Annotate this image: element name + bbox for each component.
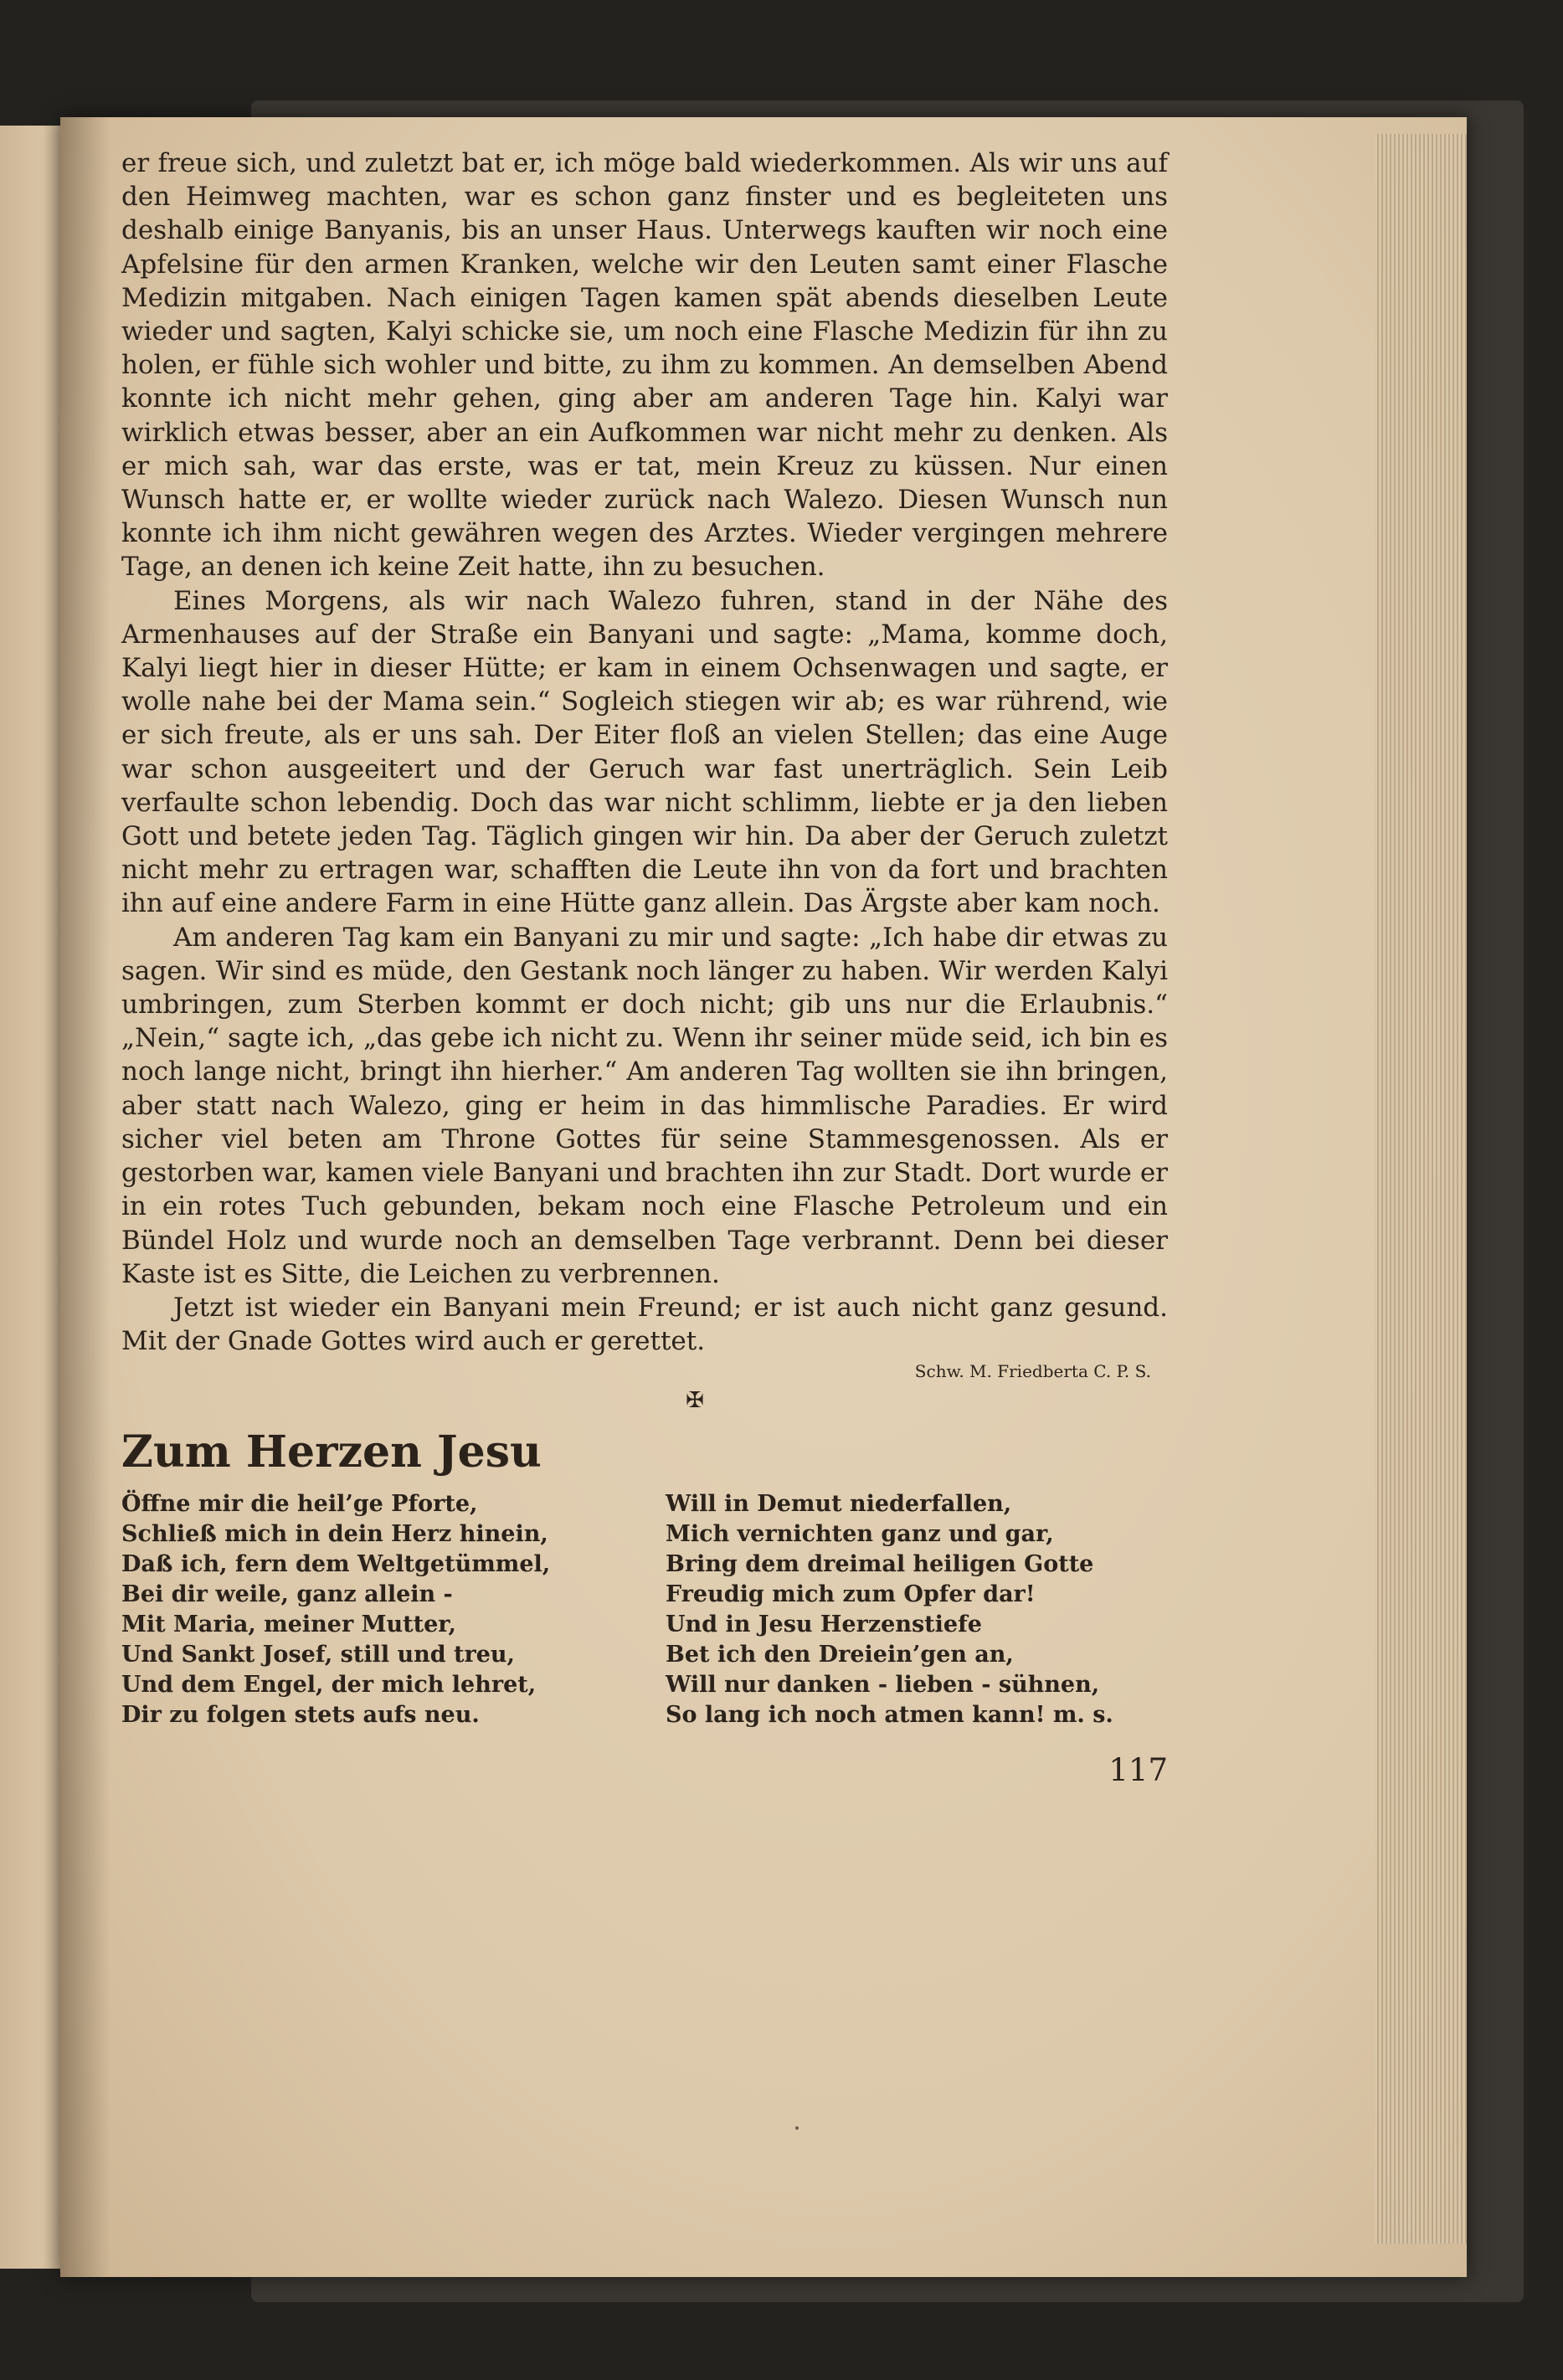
article-paragraph-1: er freue sich, und zuletzt bat er, ich möge bald wiederkommen. Als wir uns auf den Heimweg machten, war es schon ganz finster und es begleiteten uns deshalb einige Banyanis, bis an unser Haus. Unterwegs kauften wir noch eine Apfelsine für den armen Kranken, welche wir den Leuten samt einer Flasche Medizin mitgaben. Nach einigen Tagen kamen spät abends dieselben Leute wieder und sagten, Kalyi schicke sie, um noch eine Flasche Medizin für ihn zu holen, er fühle sich wohler und bitte, zu ihm zu kommen. An demselben Abend konnte ich nicht mehr gehen, ging aber am anderen Tage hin. Kalyi war wirklich etwas besser, aber an ein Aufkommen war nicht mehr zu denken. Als er mich sah, war das erste, was er tat, mein Kreuz zu küssen. Nur einen Wunsch hatte er, er wollte wieder zurück nach Walezo. Diesen Wunsch nun konnte ich ihm nicht gewähren wegen des Arztes. Wieder vergingen mehrere Tage, an denen ich keine Zeit hatte, ihn zu besuchen. [121,148,1168,583]
poem-left-stanza [121,1489,624,1730]
page-content [121,147,1168,1788]
poem-line: Mich vernichten ganz und gar, [666,1521,1054,1548]
poem-line: Und Sankt Josef, still und treu, [121,1642,515,1668]
poem-line: Dir zu folgen stets aufs neu. [121,1702,480,1729]
poem-line: Freudig mich zum Opfer dar! [666,1581,1036,1608]
poem-line: Daß ich, fern dem Weltgetümmel, [121,1551,551,1578]
poem-line: Schließ mich in dein Herz hinein, [121,1521,548,1548]
poem-line: Bring dem dreimal heiligen Gotte [666,1551,1094,1578]
article-text [121,147,1168,1358]
poem-body [121,1489,1168,1730]
poem-line: Mit Maria, meiner Mutter, [121,1612,456,1638]
paper-speck [795,2126,799,2130]
page-fore-edge [1375,134,1467,2244]
poem-line: Will nur danken - lieben - sühnen, [666,1672,1100,1699]
poem-line: Öffne mir die heil’ge Pforte, [121,1491,478,1518]
poem-title: Zum Herzen Jesu [121,1426,542,1478]
poem-line: Bei dir weile, ganz allein - [121,1581,453,1608]
page-gutter-shadow [60,117,111,2277]
page-number: 117 [1108,1752,1168,1789]
article-paragraph-3: Am anderen Tag kam ein Banyani zu mir und sagte: „Ich habe dir etwas zu sagen. Wir sind es müde, den Gestank noch länger zu haben. Wir werden Kalyi umbringen, zum Sterben kommt er doch nicht; gib uns nur die Erlaubnis.“ „Nein,“ sagte ich, „das gebe ich nicht zu. Wenn ihr seiner müde seid, ich bin es noch lange nicht, bringt ihn hierher.“ Am anderen Tag wollten sie ihn bringen, aber statt nach Walezo, ging er heim in das himmlische Paradies. Er wird sicher viel beten am Throne Gottes für seine Stammesgenossen. Als er gestorben war, kamen viele Banyani und brachten ihn zur Stadt. Dort wurde er in ein rotes Tuch gebunden, bekam noch eine Flasche Petroleum und ein Bündel Holz und wurde noch an demselben Tage verbrannt. Denn bei dieser Kaste ist es Sitte, die Leichen zu verbrennen. [121,922,1168,1289]
poem-line: Und in Jesu Herzenstiefe [666,1612,982,1638]
poem-line: Bet ich den Dreiein’gen an, [666,1642,1014,1668]
poem-line: Will in Demut niederfallen, [666,1491,1012,1518]
poem-line: Und dem Engel, der mich lehret, [121,1672,537,1699]
poem-right-stanza [666,1489,1168,1730]
author-signature: Schw. M. Friedberta C. P. S. [914,1361,1151,1382]
separator-cross-icon: ✠ [686,1388,704,1414]
poem-line: So lang ich noch atmen kann! m. s. [666,1702,1113,1729]
article-paragraph-4: Jetzt ist wieder ein Banyani mein Freund; er ist auch nicht ganz gesund. Mit der Gnade Gottes wird auch er gerettet. [121,1292,1168,1357]
article-paragraph-2: Eines Morgens, als wir nach Walezo fuhren, stand in der Nähe des Armenhauses auf der Straße ein Banyani und sagte: „Mama, komme doch, Kalyi liegt hier in dieser Hütte; er kam in einem Ochsenwagen und sagte, er wolle nahe bei der Mama sein.“ Sogleich stiegen wir ab; es war rührend, wie er sich freute, als er uns sah. Der Eiter floß an vielen Stellen; das eine Auge war schon ausgeeitert und der Geruch war fast unerträglich. Sein Leib verfaulte schon lebendig. Doch das war nicht schlimm, liebte er ja den lieben Gott und betete jeden Tag. Täglich gingen wir hin. Da aber der Geruch zuletzt nicht mehr zu ertragen war, schafften die Leute ihn von da fort und brachten ihn auf eine andere Farm in eine Hütte ganz allein. Das Ärgste aber kam noch. [121,585,1168,919]
